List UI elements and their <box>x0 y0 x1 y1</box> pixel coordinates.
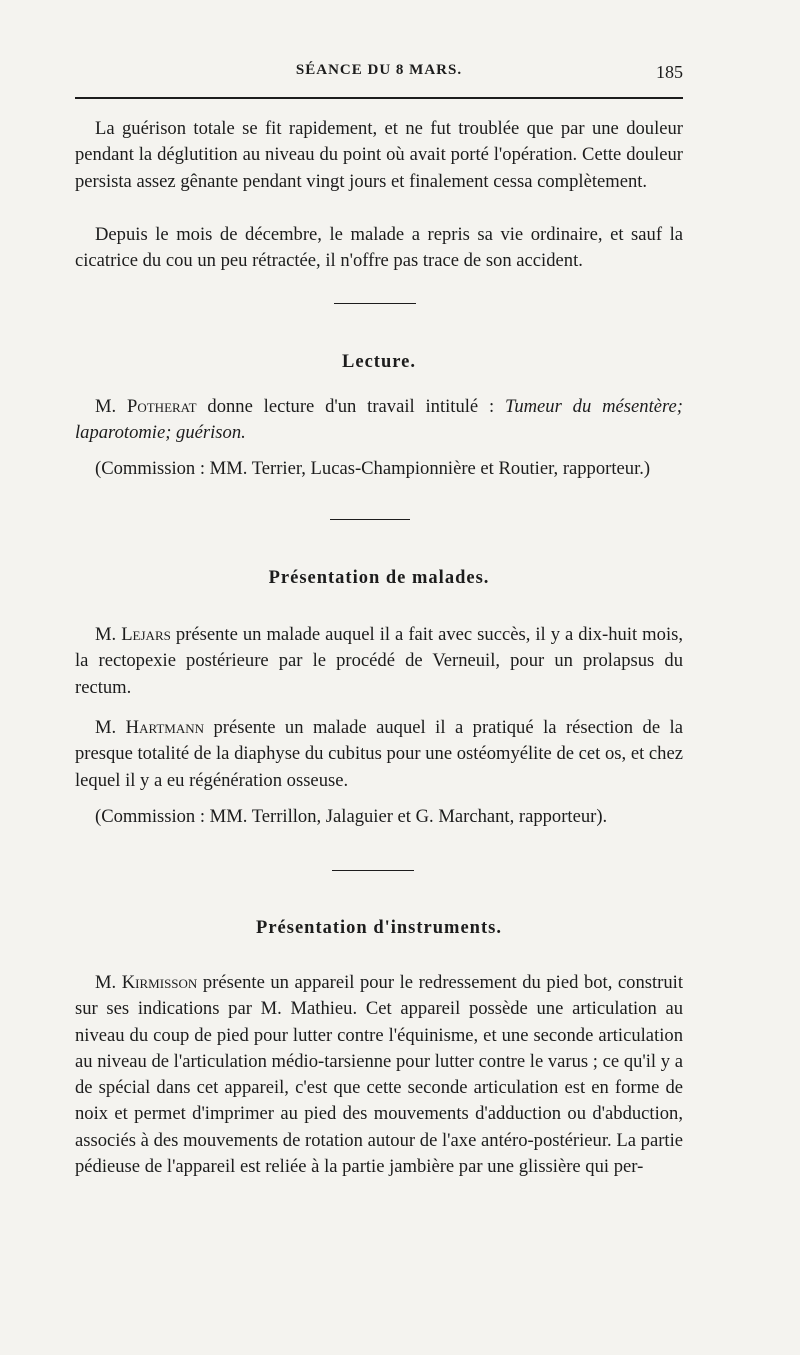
paragraph-prefix: M. <box>95 972 122 993</box>
paragraph-text: présente un appareil pour le redressement du pied bot, construit sur ses indications par M. Mathieu. Cet appareil possède une articulation au niveau du coup de pied pour lutter contre l'équinisme, et une seconde articulation au niveau de l'articulation médio-tarsienne pour lutter contre le varus ; ce qu'il y a de spécial dans cet appareil, c'est que cette seconde articulation est en forme de noix et permet d'imprimer au pied des mouvements d'adduction ou d'abduction, associés à des mouvements de rotation autour de l'axe antéro-postérieur. La partie pédieuse de l'appareil est reliée à la partie jambière par une glissière qui per- <box>75 972 683 1178</box>
paragraph-text: présente un malade auquel il a fait avec succès, il y a dix-huit mois, la rectopexie postérieure par le procédé de Verneuil, pour un prolapsus du rectum. <box>75 624 683 698</box>
section-divider <box>334 303 416 304</box>
author-name: Kirmisson <box>121 972 198 993</box>
paragraph-prefix: M. <box>95 396 128 417</box>
paragraph-kirmisson <box>75 970 683 1180</box>
paragraph-depuis: Depuis le mois de décembre, le malade a repris sa vie ordinaire, et sauf la cicatrice du cou un peu rétractée, il n'offre pas trace de son accident. <box>75 224 683 272</box>
section-divider <box>332 870 414 871</box>
paragraph-commission-2: (Commission : MM. Terrillon, Jalaguier et G. Marchant, rapporteur). <box>95 806 608 827</box>
heading-lecture: Lecture. <box>342 352 416 372</box>
paragraph-commission-1: (Commission : MM. Terrier, Lucas-Championnière et Routier, rapporteur.) <box>95 458 651 479</box>
author-name: Hartmann <box>125 717 205 738</box>
heading-presentation-instruments: Présentation d'instruments. <box>256 918 502 938</box>
paragraph-lejars <box>75 622 683 701</box>
paragraph-prefix: M. <box>95 717 126 738</box>
paragraph-potherat <box>75 394 683 447</box>
paragraph-text: présente un malade auquel il a pratiqué la résection de la presque totalité de la diaphyse du cubitus pour une ostéomyélite de cet os, et chez lequel il y a eu régénération osseuse. <box>75 717 683 791</box>
running-head-title: SÉANCE DU 8 MARS. <box>295 62 463 78</box>
work-title: Tumeur du mésentère; laparotomie; guérison. <box>75 396 683 444</box>
author-name: Lejars <box>121 624 171 645</box>
paragraph-prefix: M. <box>95 624 122 645</box>
heading-presentation-malades: Présentation de malades. <box>268 568 490 588</box>
header-rule <box>75 97 683 99</box>
running-head <box>75 62 683 86</box>
page-number: 185 <box>656 62 683 82</box>
paragraph-hartmann <box>75 715 683 794</box>
section-divider <box>330 519 410 520</box>
paragraph-guerison: La guérison totale se fit rapidement, et ne fut troublée que par une douleur pendant la déglutition au niveau du point où avait porté l'opération. Cette douleur persista assez gênante pendant vingt jours et finalement cessa complètement. <box>75 118 683 192</box>
author-name: Potherat <box>127 396 197 417</box>
paragraph-text: donne lecture d'un travail intitulé : <box>196 396 506 417</box>
